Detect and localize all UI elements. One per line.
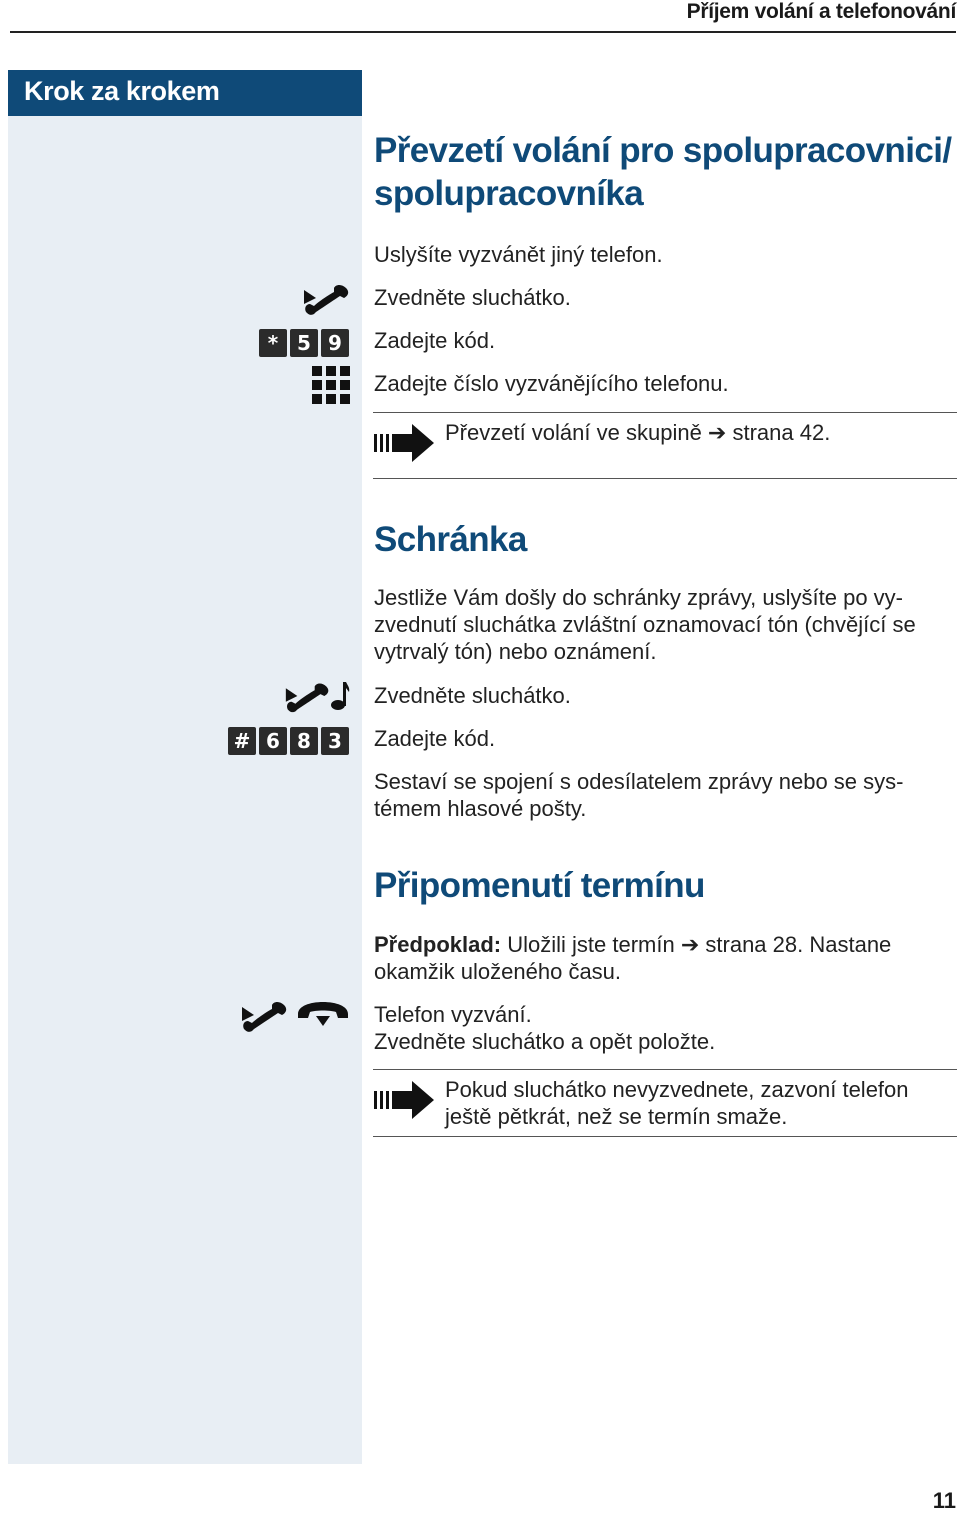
section-heading-mailbox: Schránka [374, 520, 527, 559]
step-text: Zadejte číslo vyzvánějícího telefonu. [374, 371, 729, 396]
paragraph-line: okamžik uloženého času. [374, 959, 622, 984]
step-text: Zvedněte sluchátko a opět položte. [374, 1029, 716, 1054]
section-heading-reminder: Připomenutí termínu [374, 866, 705, 905]
note-divider-top [373, 412, 957, 413]
note-arrow-icon [374, 422, 436, 464]
step-text: Zadejte kód. [374, 726, 496, 751]
step-text: Zadejte kód. [374, 328, 496, 353]
paragraph-line: Sestaví se spojení s odesílatelem zprávy nebo se sys- [374, 769, 904, 794]
key-star-icon: * [259, 329, 287, 357]
paragraph-line: zvednutí sluchátka zvláštní oznamovací tón (chvějící se [374, 612, 916, 637]
prerequisite-text: Uložili jste termín ➔ strana 28. Nastane [501, 932, 892, 957]
handset-lift-icon [282, 678, 332, 714]
prerequisite-label: Předpoklad: [374, 932, 502, 957]
page-number: 11 [932, 1488, 956, 1513]
note-divider-bottom [373, 1136, 957, 1137]
paragraph-line: vytrvalý tón) nebo oznámení. [374, 639, 657, 664]
key-6-icon: 6 [259, 727, 287, 755]
header-divider [10, 31, 956, 33]
paragraph [374, 584, 916, 665]
paragraph-line: témem hlasové pošty. [374, 796, 587, 821]
note-text-content: Převzetí volání ve skupině ➔ strana 42. [445, 420, 831, 445]
note-divider-bottom [373, 478, 957, 479]
step-text: Uslyšíte vyzvánět jiný telefon. [374, 242, 663, 267]
key-5-icon: 5 [290, 329, 318, 357]
paragraph-line: Jestliže Vám došly do schránky zprávy, uslyšíte po vy- [374, 585, 904, 610]
handset-hang-up-icon [296, 1000, 350, 1028]
handset-lift-icon [238, 997, 290, 1033]
step-text: Telefon vyzvání. [374, 1002, 532, 1027]
note-line: ještě pětkrát, než se termín smaže. [445, 1104, 788, 1129]
keypad-icon [312, 366, 350, 404]
note-text [445, 1076, 909, 1130]
note-line: Pokud sluchátko nevyzvednete, zazvoní telefon [445, 1077, 909, 1102]
note-divider-top [373, 1069, 957, 1070]
heading-line: Převzetí volání pro spolupracovnici/ [374, 131, 952, 170]
key-9-icon: 9 [321, 329, 349, 357]
prerequisite-paragraph [374, 931, 891, 985]
handset-lift-icon [300, 280, 352, 316]
step-text: Zvedněte sluchátko. [374, 285, 571, 310]
note-arrow-icon [374, 1079, 436, 1121]
running-header-title: Příjem volání a telefonování [686, 0, 956, 23]
step-text: Zvedněte sluchátko. [374, 683, 571, 708]
key-hash-icon: # [228, 727, 256, 755]
key-8-icon: 8 [290, 727, 318, 755]
note-text [445, 419, 830, 446]
step-column-label: Krok za krokem [24, 76, 220, 106]
heading-line: spolupracovníka [374, 174, 644, 213]
step-column-header [8, 70, 362, 116]
music-note-icon [330, 680, 350, 712]
paragraph [374, 768, 903, 822]
section-heading-call-pickup [374, 129, 951, 215]
key-3-icon: 3 [321, 727, 349, 755]
